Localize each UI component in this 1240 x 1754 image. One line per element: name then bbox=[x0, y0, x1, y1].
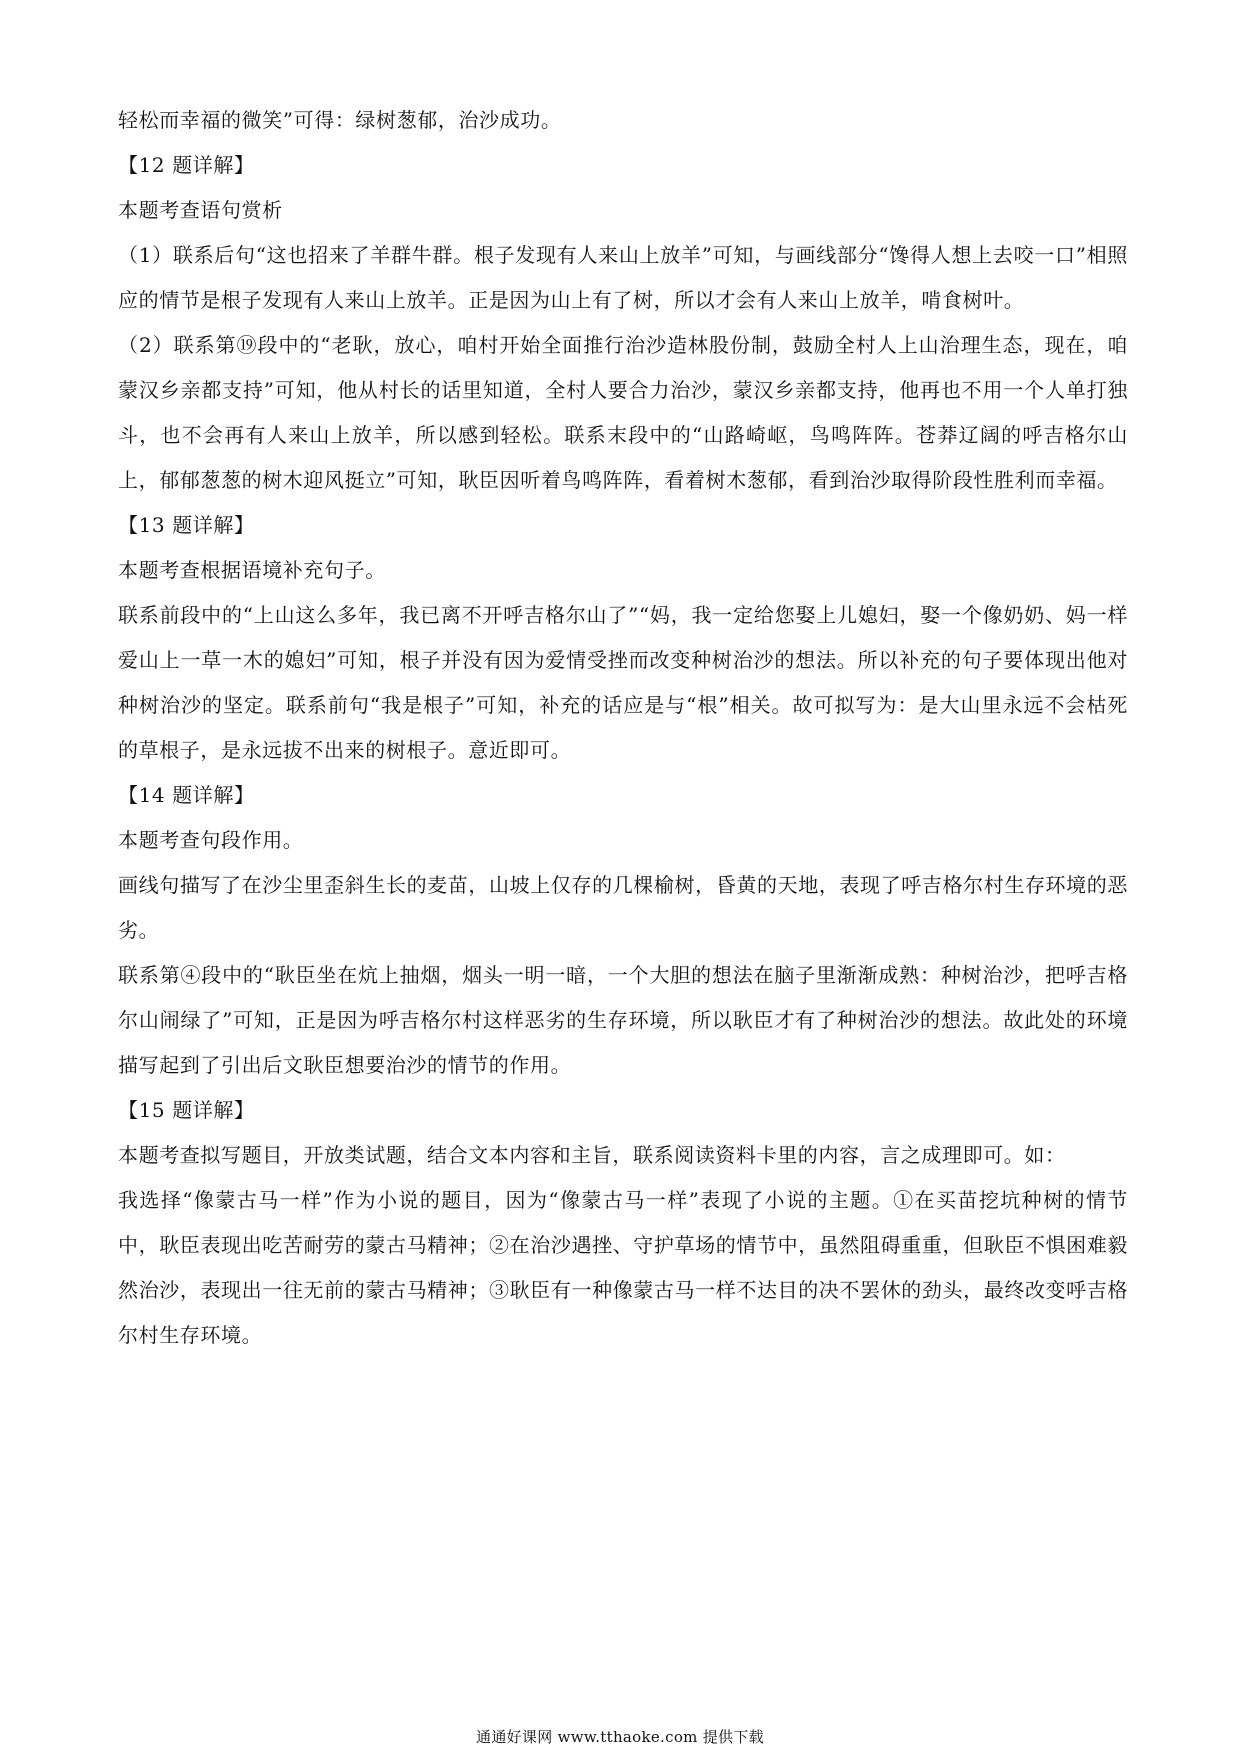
paragraph-q12-intro: 本题考查语句赏析 bbox=[118, 198, 283, 222]
paragraph-q15-body: 我选择“像蒙古马一样”作为小说的题目，因为“像蒙古马一样”表现了小说的主题。①在买苗挖坑种树的情节中，耿臣表现出吃苦耐劳的蒙古马精神；②在治沙遇挫、守护草场的情节中，虽然阻碍重重，但耿臣不惧困难毅然治沙，表现出一往无前的蒙古马精神；③耿臣有一种像蒙古马一样不达目的决不罢休的劲头，最终改变呼吉格尔村生存环境。 bbox=[118, 1188, 1128, 1347]
paragraph-q12-part2: （2）联系第⑲段中的“老耿，放心，咱村开始全面推行治沙造林股份制，鼓励全村人上山治理生态，现在，咱蒙汉乡亲都支持”可知，他从村长的话里知道，全村人要合力治沙，蒙汉乡亲都支持，他再也不用一个人单打独斗，也不会再有人来山上放羊，所以感到轻松。联系末段中的“山路崎岖，鸟鸣阵阵。苍莽辽阔的呼吉格尔山上，郁郁葱葱的树木迎风挺立”可知，耿臣因听着鸟鸣阵阵，看着树木葱郁，看到治沙取得阶段性胜利而幸福。 bbox=[118, 333, 1128, 492]
heading-q15: 【15 题详解】 bbox=[118, 1098, 255, 1122]
heading-q12: 【12 题详解】 bbox=[118, 153, 255, 177]
paragraph-q14-intro: 本题考查句段作用。 bbox=[118, 828, 304, 852]
paragraph-q14-part1: 画线句描写了在沙尘里歪斜生长的麦苗，山坡上仅存的几棵榆树，昏黄的天地，表现了呼吉格尔村生存环境的恶劣。 bbox=[118, 873, 1128, 942]
page-footer: 通通好课网 www.tthaoke.com 提供下载 bbox=[476, 1728, 764, 1746]
paragraph-q12-part1: （1）联系后句“这也招来了羊群牛群。根子发现有人来山上放羊”可知，与画线部分“馋得人想上去咬一口”相照应的情节是根子发现有人来山上放羊。正是因为山上有了树，所以才会有人来山上放羊，啃食树叶。 bbox=[118, 243, 1128, 312]
paragraph-q13-body: 联系前段中的“上山这么多年，我已离不开呼吉格尔山了”“妈，我一定给您娶上儿媳妇，娶一个像奶奶、妈一样爱山上一草一木的媳妇”可知，根子并没有因为爱情受挫而改变种树治沙的想法。所以补充的句子要体现出他对种树治沙的坚定。联系前句“我是根子”可知，补充的话应是与“根”相关。故可拟写为：是大山里永远不会枯死的草根子，是永远拔不出来的树根子。意近即可。 bbox=[118, 603, 1128, 762]
paragraph-q13-intro: 本题考查根据语境补充句子。 bbox=[118, 558, 386, 582]
heading-q14: 【14 题详解】 bbox=[118, 783, 255, 807]
paragraph-q14-part2: 联系第④段中的“耿臣坐在炕上抽烟，烟头一明一暗，一个大胆的想法在脑子里渐渐成熟：种树治沙，把呼吉格尔山闹绿了”可知，正是因为呼吉格尔村这样恶劣的生存环境，所以耿臣才有了种树治沙的想法。故此处的环境描写起到了引出后文耿臣想要治沙的情节的作用。 bbox=[118, 963, 1128, 1077]
heading-q13: 【13 题详解】 bbox=[118, 513, 255, 537]
document-body bbox=[118, 98, 1128, 1358]
paragraph-continuation: 轻松而幸福的微笑”可得：绿树葱郁，治沙成功。 bbox=[118, 108, 562, 132]
paragraph-q15-intro: 本题考查拟写题目，开放类试题，结合文本内容和主旨，联系阅读资料卡里的内容，言之成理即可。如： bbox=[118, 1143, 1066, 1167]
